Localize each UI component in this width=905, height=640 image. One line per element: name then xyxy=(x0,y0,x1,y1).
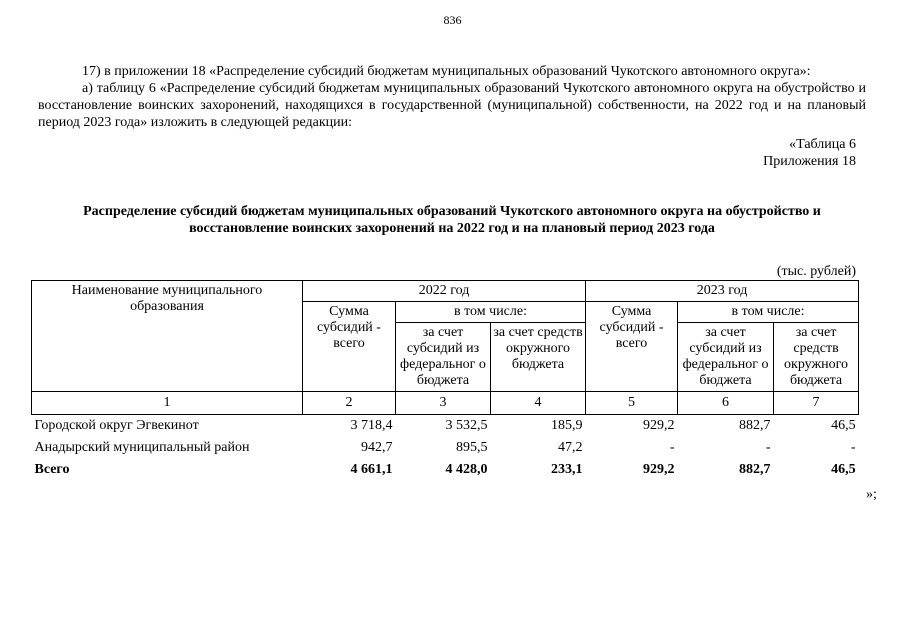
column-number-row xyxy=(32,392,859,415)
header-federal-2022: за счет субсидий из федеральног о бюджета xyxy=(396,323,491,392)
total-value-cell: 929,2 xyxy=(643,462,675,477)
total-value-cell: 4 428,0 xyxy=(445,462,488,477)
value-cell: 929,2 xyxy=(643,418,675,433)
units-label: (тыс. рублей) xyxy=(776,264,856,279)
table-row xyxy=(32,437,859,459)
total-value-cell: 233,1 xyxy=(551,462,583,477)
column-number: 2 xyxy=(303,392,396,415)
header-year-2022: 2022 год xyxy=(303,281,586,302)
table-row xyxy=(32,415,859,438)
value-cell: 185,9 xyxy=(551,418,583,433)
value-cell: - xyxy=(850,440,856,455)
closing-quote: »; xyxy=(866,487,877,502)
total-value-cell: 46,5 xyxy=(831,462,856,477)
table-reference: «Таблица 6 xyxy=(789,137,856,152)
distribution-table xyxy=(31,280,859,481)
value-cell: - xyxy=(765,440,771,455)
header-year-2023: 2023 год xyxy=(586,281,859,302)
table-title: Распределение субсидий бюджетам муниципальных образований Чукотского автономного округа на обустройство и восстановление воинских захоронений на 2022 год и на плановый период 2023 года xyxy=(83,204,821,236)
value-cell: 895,5 xyxy=(456,440,488,455)
value-cell: 47,2 xyxy=(558,440,583,455)
column-number: 1 xyxy=(32,392,303,415)
value-cell: 942,7 xyxy=(361,440,393,455)
header-total-2023: Сумма субсидий - всего xyxy=(586,302,678,392)
header-district-2022: за счет средств окружного бюджета xyxy=(491,323,586,392)
column-number: 6 xyxy=(678,392,774,415)
intro-paragraph-1: 17) в приложении 18 «Распределение субсидий бюджетам муниципальных образований Чукотского автономного округа»: xyxy=(82,64,811,79)
municipality-name: Городской округ Эгвекинот xyxy=(34,418,199,433)
header-federal-2023: за счет субсидий из федеральног о бюджета xyxy=(678,323,774,392)
value-cell: - xyxy=(669,440,675,455)
value-cell: 3 718,4 xyxy=(350,418,393,433)
total-label: Всего xyxy=(34,462,70,477)
value-cell: 46,5 xyxy=(831,418,856,433)
total-row xyxy=(32,459,859,481)
page-number: 836 xyxy=(443,13,462,27)
column-number: 4 xyxy=(491,392,586,415)
column-number: 5 xyxy=(586,392,678,415)
intro-paragraph-2: а) таблицу 6 «Распределение субсидий бюджетам муниципальных образований Чукотского автономного округа на обустройство и восстановление воинских захоронений, находящихся в государственной (муниципальной) собственности, на 2022 год и на плановый период 2023 года» изложить в следующей редакции: xyxy=(38,81,866,130)
municipality-name: Анадырский муниципальный район xyxy=(34,440,250,455)
appendix-reference: Приложения 18 xyxy=(763,154,856,169)
total-value-cell: 4 661,1 xyxy=(350,462,393,477)
header-municipality: Наименование муниципального образования xyxy=(32,281,303,392)
total-value-cell: 882,7 xyxy=(739,462,771,477)
header-including-2023: в том числе: xyxy=(678,302,859,323)
value-cell: 3 532,5 xyxy=(445,418,488,433)
header-including-2022: в том числе: xyxy=(396,302,586,323)
column-number: 3 xyxy=(396,392,491,415)
value-cell: 882,7 xyxy=(739,418,771,433)
header-district-2023: за счет средств окружного бюджета xyxy=(774,323,859,392)
column-number: 7 xyxy=(774,392,859,415)
header-total-2022: Сумма субсидий - всего xyxy=(303,302,396,392)
